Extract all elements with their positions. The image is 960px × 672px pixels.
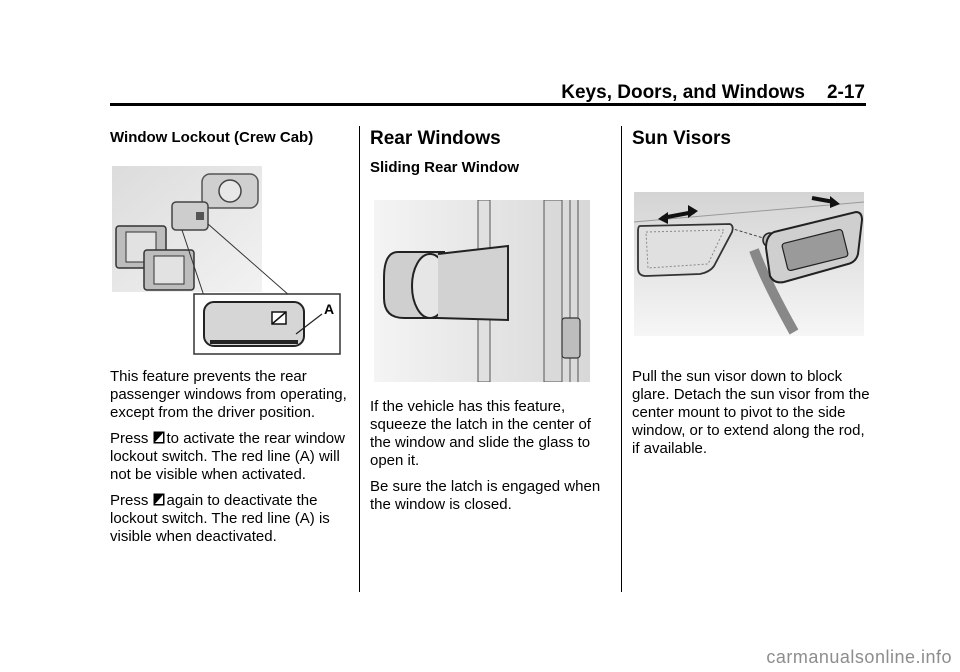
section-title: Keys, Doors, and Windows <box>561 82 805 103</box>
window-lockout-icon <box>153 493 165 506</box>
sliding-rear-window-figure <box>374 200 590 382</box>
enlarged-lockout-icon <box>272 312 286 324</box>
column-window-lockout-body <box>110 368 350 554</box>
rear-window-paragraph-1: If the vehicle has this feature, squeeze the latch in the center of the window and slide the glass to open it. <box>370 398 591 469</box>
sun-visor-paragraph-1: Pull the sun visor down to block glare. Detach the sun visor from the center mount to pivot to the side window, or to extend along the rod, if available. <box>632 368 870 457</box>
sun-visors-heading: Sun Visors <box>632 128 731 149</box>
window-seal <box>562 318 580 358</box>
page-header <box>110 81 865 105</box>
mirror-knob <box>219 180 241 202</box>
red-line-a <box>210 340 298 344</box>
window-lockout-figure <box>112 164 344 356</box>
sliding-rear-window-subheading: Sliding Rear Window <box>370 159 520 176</box>
column-rear-windows-body <box>370 398 610 522</box>
lockout-paragraph-2 <box>110 430 350 484</box>
press-word-2: Press <box>110 492 149 509</box>
page-number: 2-17 <box>826 82 865 103</box>
callout-a-label: A <box>324 301 335 317</box>
window-lockout-heading: Window Lockout (Crew Cab) <box>110 129 314 146</box>
latch-handle <box>384 246 508 320</box>
header-rule <box>110 103 866 106</box>
sun-visor-figure <box>634 192 864 336</box>
column-sun-visors-body <box>632 368 872 466</box>
window-switch-rear-face <box>154 256 184 284</box>
column-divider-1 <box>359 126 360 592</box>
column-window-lockout <box>110 128 350 147</box>
window-lockout-icon <box>153 431 165 444</box>
watermark: carmanualsonline.info <box>766 647 952 667</box>
lockout-paragraph-3 <box>110 492 350 546</box>
rear-windows-heading: Rear Windows <box>370 128 501 149</box>
column-sun-visors <box>632 128 872 150</box>
lockout-switch-mark <box>196 212 204 220</box>
column-divider-2 <box>621 126 622 592</box>
rear-window-paragraph-2: Be sure the latch is engaged when the window is closed. <box>370 478 601 513</box>
enlarged-lockout-switch <box>204 302 304 346</box>
lockout-paragraph-2-text: to activate the rear window lockout switch. The red line (A) will not be visible when activated. <box>110 430 345 483</box>
window-frame-right <box>544 200 562 382</box>
lockout-paragraph-1: This feature prevents the rear passenger windows from operating, except from the driver position. <box>110 368 347 421</box>
press-word: Press <box>110 430 149 447</box>
lockout-paragraph-3-text: again to deactivate the lockout switch. The red line (A) is visible when deactivated. <box>110 492 330 545</box>
column-rear-windows <box>370 128 610 177</box>
